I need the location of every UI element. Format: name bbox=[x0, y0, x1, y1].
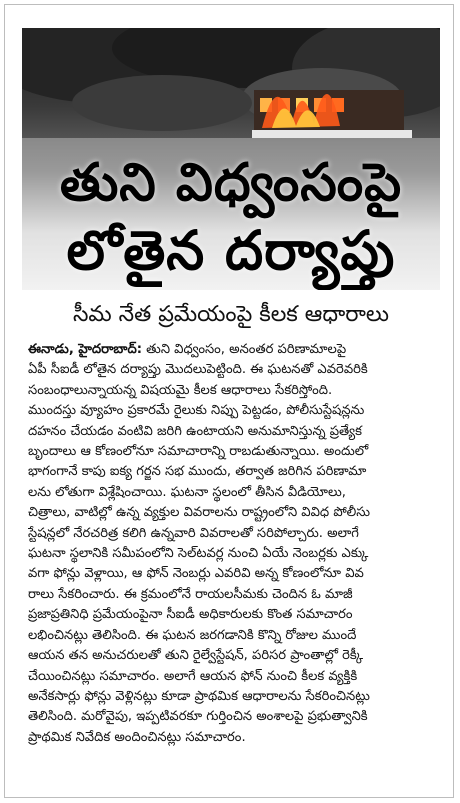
body-line-1 bbox=[28, 340, 440, 360]
subheadline: సీమ నేత ప్రమేయంపై కీలక ఆధారాలు bbox=[72, 302, 390, 327]
burning-train-photo bbox=[22, 28, 440, 290]
body-line: చిత్రాలు, వాటిల్లో ఉన్న వ్యక్తుల వివరాలను రాష్ట్రంలోని వివిధ పోలీసు bbox=[28, 505, 370, 521]
body-line: చేయించినట్లు సమాచారం. అలాగే ఆయన ఫోన్ నుంచి కీలక వ్యక్తికి bbox=[28, 668, 358, 684]
body-line: స్టేషన్లలో నేరచరిత్ర కలిగి ఉన్నవారి వివరాలతో సరిపోల్చారు. అలాగే bbox=[28, 525, 359, 541]
body-line: ఆయన తన అనుచరులతో తుని రైల్వేస్టేషన్, పరిసర ప్రాంతాల్లో రెక్కీ bbox=[28, 648, 364, 664]
headline-line-2: లోతైన దర్యాప్తు bbox=[66, 219, 396, 282]
dateline: ఈనాడు, హైదరాబాద్: bbox=[28, 342, 142, 357]
body-line: వగా ఫోన్లు వెళ్లాయి, ఆ ఫోన్ నెంబర్లు ఎవరివి అన్న కోణంలోనూ వివ bbox=[28, 566, 364, 582]
body-line: తెలిసింది. మరోవైపు, ఇప్పటివరకూ గుర్తించిన అంశాలపై ప్రభుత్వానికి bbox=[28, 709, 368, 725]
body-line: బృందాలు ఆ కోణంలోనూ సమాచారాన్ని రాబడుతున్నాయి. అందులో bbox=[28, 444, 369, 460]
body-line: భాగంగానే కాపు ఐక్య గర్జన సభ ముందు, తర్వాత జరిగిన పరిణామా bbox=[28, 464, 367, 480]
body-line: ముందస్తు వ్యూహం ప్రకారమే రైలుకు నిప్పు పెట్టడం, పోలీసుస్టేషన్లను bbox=[28, 403, 365, 419]
body-line: లభించినట్లు తెలిసింది. ఈ ఘటన జరగడానికి కొన్ని రోజుల ముందే bbox=[28, 627, 357, 643]
body-line: లను లోతుగా విశ్లేషించాయి. ఘటనా స్థలంలో తీసిన వీడియోలు, bbox=[28, 484, 346, 500]
body-line-1-text: తుని విధ్వంసం, అనంతర పరిణామాలపై bbox=[141, 342, 347, 357]
body-line: ఏపీ సీఐడీ లోతైన దర్యాప్తు మొదలుపెట్టింది. ఈ ఘటనతో ఎవరెవరికి bbox=[28, 362, 368, 378]
body-line: సంబంధాలున్నాయన్న విషయమై కీలక ఆధారాలు సేకరిస్తోంది. bbox=[28, 382, 333, 398]
body-line: దహనం చేయడం వంటివి జరిగి ఉంటాయని అనుమానిస్తున్న ప్రత్యేక bbox=[28, 423, 362, 439]
article-body bbox=[28, 340, 440, 748]
headline-line-1: తుని విధ్వంసంపై bbox=[59, 153, 403, 213]
body-line: ప్రాథమిక నివేదిక అందించినట్లు సమాచారం. bbox=[28, 729, 246, 745]
body-line: రాలు సేకరించారు. ఈ క్రమంలోనే రాయలసీమకు చెందిన ఓ మాజీ bbox=[28, 586, 353, 602]
body-line: ఘటనా స్థలానికి సమీపంలోని సెల్‌టవర్ల నుంచి ఏయే నెంబర్లకు ఎక్కు bbox=[28, 546, 369, 562]
body-line: ప్రజాప్రతినిధి ప్రమేయంపైనా సీఐడీ అధికారులకు కొంత సమాచారం bbox=[28, 607, 353, 623]
body-line: అనేకసార్లు ఫోన్లు వెళ్లినట్లు కూడా ప్రాథమిక ఆధారాలను సేకరించినట్లు bbox=[28, 688, 370, 704]
